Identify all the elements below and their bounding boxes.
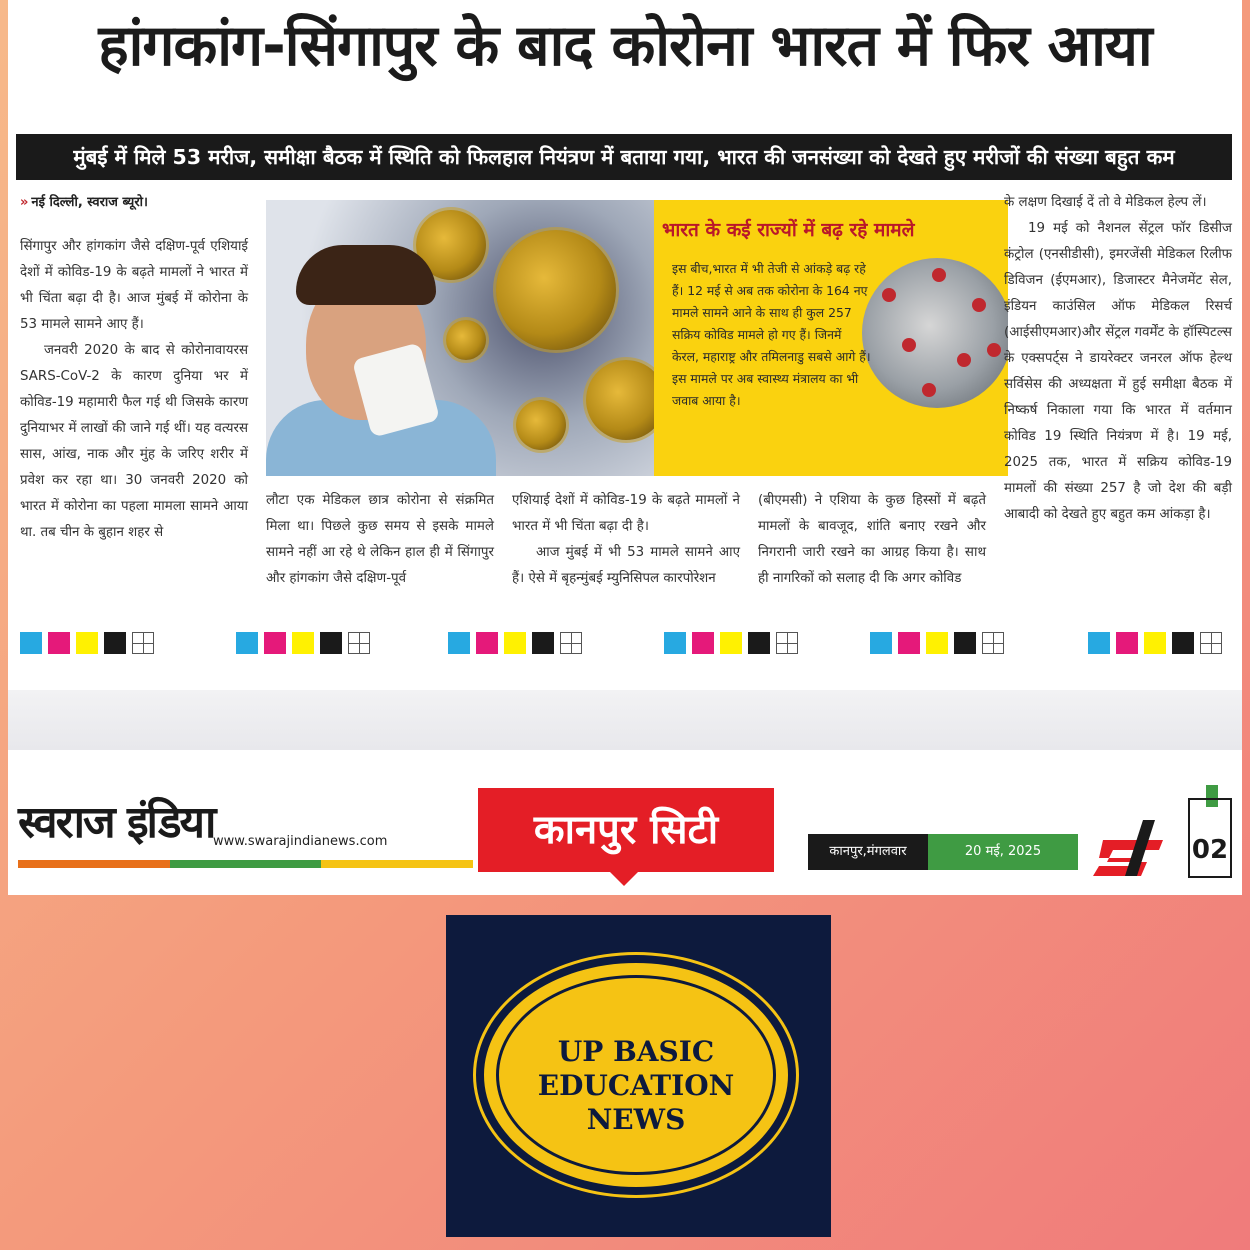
- infobox-title: भारत के कई राज्यों में बढ़ रहे मामले: [662, 219, 915, 241]
- col3-para1: एशियाई देशों में कोविड-19 के बढ़ते मामलों ने भारत में भी चिंता बढ़ा दी है।: [512, 493, 740, 534]
- badge-line-2: EDUCATION: [537, 1069, 735, 1102]
- registration-color-marks: [20, 632, 154, 654]
- col5-para1: के लक्षण दिखाई दें तो वे मेडिकल हेल्प लें।: [1004, 195, 1207, 210]
- virus-spike: [987, 343, 1001, 357]
- col3-para2: आज मुंबई में भी 53 मामले सामने आए हैं। ऐसे में बृहन्मुंबई म्युनिसिपल कारपोरेशन: [512, 545, 740, 586]
- city-section-label: [478, 788, 774, 872]
- column-5: [1004, 190, 1232, 528]
- sneezing-man-image: [266, 200, 662, 476]
- date-bar: [808, 834, 1078, 870]
- badge-line-1: UP BASIC: [557, 1035, 715, 1068]
- chevron-icon: »: [20, 195, 29, 210]
- swaraj-logo-icon: [1093, 820, 1173, 880]
- col5-para2: 19 मई को नैशनल सेंट्रल फॉर डिसीज कंट्रोल (एनसीडीसी), इमरजेंसी मेडिकल रिलीफ डिविजन (ईएमआर), डिजास्टर मैनेजमेंट सेल, इंडियन काउंसिल ऑफ मेडिकल रिसर्च (आईसीएमआर)और सेंट्रल गवर्मेंट के हॉस्पिटल्स के एक्सपर्ट्स ने डायरेक्टर जनरल ऑफ हेल्थ सर्विसेस की अध्यक्षता में हुई समीक्षा बैठक में निष्कर्ष निकाला गया कि भारत में वर्तमान कोविड 19 स्थिति नियंत्रण में है। 19 मई, 2025 तक, भारत में सक्रिय कोविड-19 मामलों की संख्या 257 है जो देश की बड़ी आबादी को देखते हुए बहुत कम आंकड़ा है।: [1004, 221, 1232, 522]
- col1-para1: सिंगापुर और हांगकांग जैसे दक्षिण-पूर्व एशियाई देशों में कोविड-19 के बढ़ते मामलों ने भारत में भी चिंता बढ़ा दी है। आज मुंबई में कोरोना के 53 मामले सामने आए हैं।: [20, 239, 248, 332]
- registration-color-marks: [1088, 632, 1222, 654]
- virus-image: [516, 400, 566, 450]
- man-hair: [296, 245, 436, 305]
- col2-para: लौटा एक मेडिकल छात्र कोरोना से संक्रमित मिला था। पिछले कुछ समय से इसके मामले सामने नहीं आ रहे थे लेकिन हाल ही में सिंगापुर और हांगकांग जैसे दक्षिण-पूर्व: [266, 493, 494, 586]
- virus-image: [586, 360, 662, 440]
- subheadline-bar: मुंबई में मिले 53 मरीज, समीक्षा बैठक में स्थिति को फिलहाल नियंत्रण में बताया गया, भारत की जनसंख्या को देखते हुए मरीजों की संख्या बहुत कम: [16, 134, 1232, 180]
- column-1: [20, 190, 248, 546]
- brand-name: स्वराज इंडिया: [18, 797, 215, 848]
- city-name: कानपुर सिटी: [533, 807, 719, 853]
- registration-color-marks: [448, 632, 582, 654]
- virus-spike: [972, 298, 986, 312]
- column-4: [758, 488, 986, 592]
- registration-color-marks: [236, 632, 370, 654]
- column-2: [266, 488, 494, 592]
- registration-color-marks: [664, 632, 798, 654]
- virus-image: [496, 230, 616, 350]
- city-flag-pointer: [608, 870, 640, 886]
- virus-image: [862, 258, 1008, 408]
- badge-line-3: NEWS: [586, 1103, 686, 1136]
- virus-image: [446, 320, 486, 360]
- virus-spike: [882, 288, 896, 302]
- column-3: [512, 488, 740, 592]
- page-number: 02: [1188, 798, 1232, 878]
- virus-spike: [957, 353, 971, 367]
- virus-spike: [902, 338, 916, 352]
- website-link: www.swarajindianews.com: [213, 834, 388, 849]
- dateline: » नई दिल्ली, स्वराज ब्यूरो।: [20, 195, 148, 210]
- infobox: [654, 200, 1008, 476]
- issue-date: 20 मई, 2025: [928, 834, 1078, 870]
- headline: हांगकांग-सिंगापुर के बाद कोरोना भारत में फिर आया: [98, 13, 1152, 79]
- infobox-body: इस बीच,भारत में भी तेजी से आंकड़े बढ़ रहे हैं। 12 मई से अब तक कोरोना के 164 नए मामले सामने आने के साथ ही कुल 257 सक्रिय कोविड मामले हो गए हैं। जिनमें केरल, महाराष्ट्र और तमिलनाडु सबसे आगे हैं। इस मामले पर अब स्वास्थ्य मंत्रालय का भी जवाब आया है।: [672, 261, 871, 408]
- page-gap: [8, 690, 1242, 750]
- tricolor-strip: [18, 860, 473, 868]
- badge-text: [476, 1035, 796, 1137]
- newspaper-clipping: [8, 0, 1242, 895]
- up-basic-education-news-badge: [446, 915, 831, 1237]
- col4-para: (बीएमसी) ने एशिया के कुछ हिस्सों में बढ़ते मामलों के बावजूद, शांति बनाए रखने और निगरानी जारी रखने का आग्रह किया है। साथ ही नागरिकों को सलाह दी कि अगर कोविड: [758, 493, 986, 586]
- registration-color-marks: [870, 632, 1004, 654]
- virus-spike: [932, 268, 946, 282]
- place-day: कानपुर,मंगलवार: [808, 834, 928, 870]
- col1-para2: जनवरी 2020 के बाद से कोरोनावायरस SARS-CoV-2 के कारण दुनिया भर में कोविड-19 महामारी फैल गई थी जिसके कारण दुनियाभर में लाखों की जाने गई थीं। यह वत्यरस सास, आंख, नाक और मुंह के जरिए शरीर में प्रवेश कर रहा था। 30 जनवरी 2020 को भारत में कोरोना का पहला मामला सामने आया था. तब चीन के बुहान शहर से: [20, 343, 248, 540]
- masthead-footer: [8, 750, 1242, 895]
- virus-spike: [922, 383, 936, 397]
